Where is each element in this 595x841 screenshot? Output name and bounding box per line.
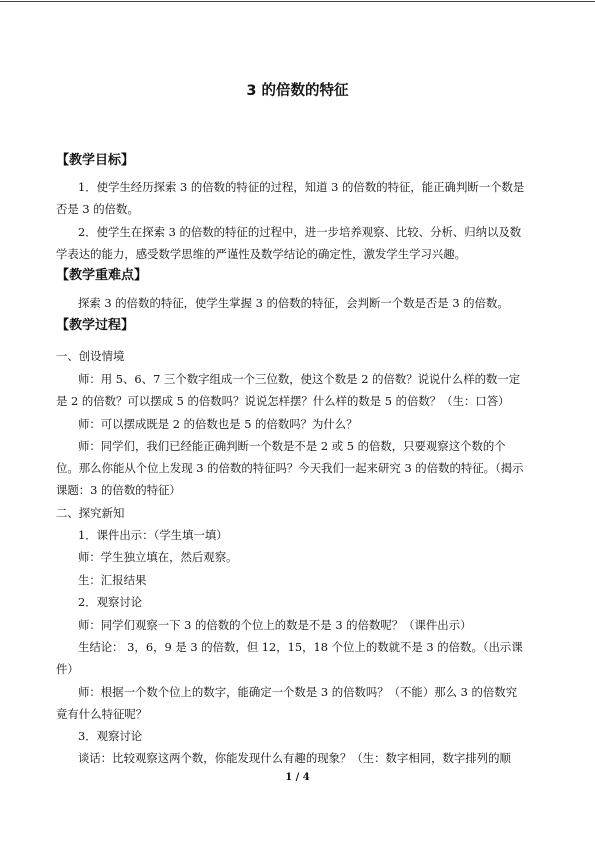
goal-2-line-2: 学表达的能力，感受数学思维的严谨性及数学结论的确定性，激发学生学习兴趣。 [56,247,467,261]
goal-1-line-1: 1．使学生经历探索 3 的倍数的特征的过程，知道 3 的倍数的特征，能正确判断一个数是 [78,180,525,194]
page-title: 3 的倍数的特征 [246,83,349,99]
paragraph-line: 生结论： 3，6，9 是 3 的倍数，但 12，15，18 个位上的数就不是 3 的倍数。（出示课 [78,640,523,654]
paragraph-line: 1．课件出示：（学生填一填） [78,528,228,542]
paragraph-line: 师：同学们观察一下 3 的倍数的个位上的数是不是 3 的倍数呢？（课件出示） [78,618,472,632]
paragraph-line: 师：同学们，我们已经能正确判断一个数是不是 2 或 5 的倍数，只要观察这个数的个 [78,439,506,453]
top-rule [0,1,595,2]
paragraph-line: 谈话：比较观察这两个数，你能发现什么有趣的现象？（生：数字相同，数字排列的顺 [78,751,511,765]
paragraph-line: 件） [56,662,79,676]
paragraph-line: 2．观察讨论 [78,595,143,609]
paragraph-line: 师：用 5、6、7 三个数字组成一个三位数，使这个数是 2 的倍数？说说什么样的数一定 [78,372,521,386]
paragraph-line: 3．观察讨论 [78,729,143,743]
process-heading: 【教学过程】 [56,318,135,333]
section-1-heading: 一、创设情境 [56,349,125,363]
key-points-line: 探索 3 的倍数的特征，使学生掌握 3 的倍数的特征，会判断一个数是否是 3 的倍数。 [78,296,509,310]
key-points-heading: 【教学重难点】 [56,268,148,283]
paragraph-line: 位。那么你能从个位上发现 3 的倍数的特征吗？今天我们一起来研究 3 的倍数的特征。（揭示 [56,461,524,475]
paragraph-line: 师：根据一个数个位上的数字，能确定一个数是 3 的倍数吗？（不能）那么 3 的倍数究 [78,685,518,699]
paragraph-line: 师：学生独立填在，然后观察。 [78,550,238,564]
paragraph-line: 师：可以摆成既是 2 的倍数也是 5 的倍数吗？为什么？ [78,417,358,431]
page-number: 1 / 4 [285,772,310,783]
paragraph-line: 竟有什么特征呢？ [56,707,148,721]
paragraph-line: 课题：3 的倍数的特征） [56,483,181,497]
paragraph-line: 是 2 的倍数？可以摆成 5 的倍数吗？说说怎样摆？什么样的数是 5 的倍数？（生：口答） [56,394,510,408]
goal-2-line-1: 2．使学生在探索 3 的倍数的特征的过程中，进一步培养观察、比较、分析、归纳以及数 [78,225,522,239]
goals-heading: 【教学目标】 [56,153,135,168]
paragraph-line: 生：汇报结果 [78,573,147,587]
goal-1-line-2: 否是 3 的倍数。 [56,202,139,216]
section-2-heading: 二、探究新知 [56,506,125,520]
